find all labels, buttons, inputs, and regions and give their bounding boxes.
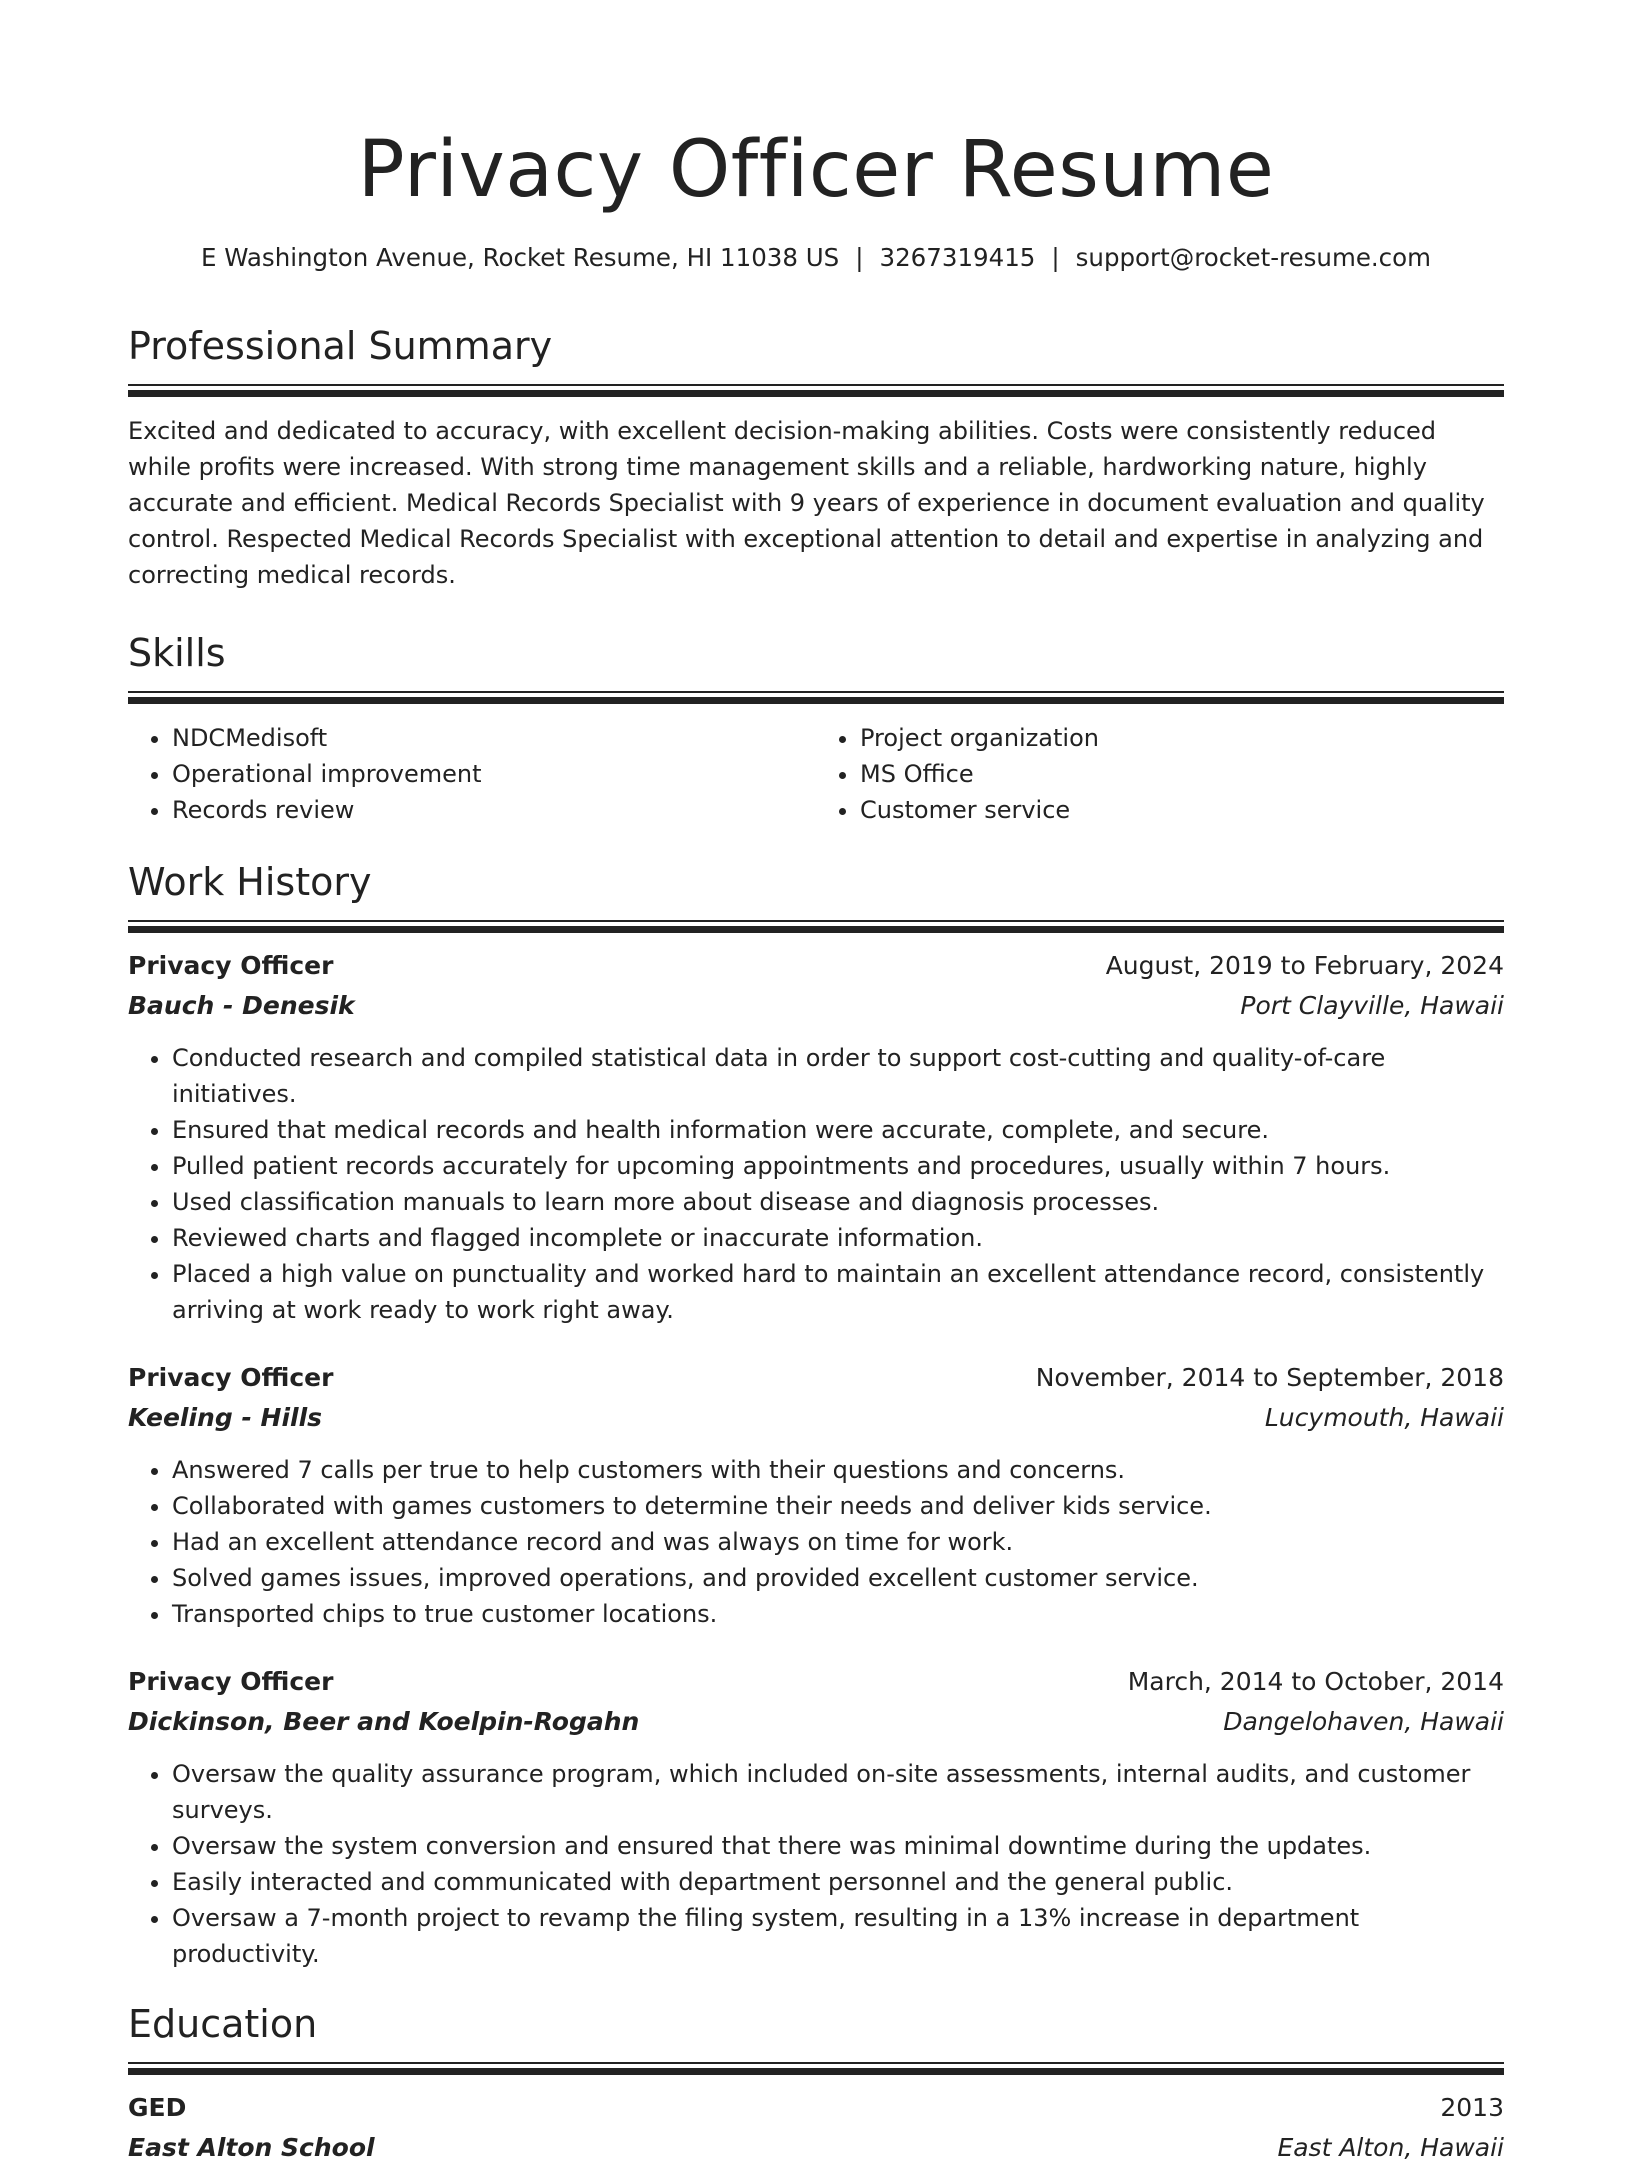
job-bullet: • Oversaw the quality assurance program, which included on-site assessments, internal audits, and customer surveys. xyxy=(172,1756,1504,1828)
job-location: Lucymouth, Hawaii xyxy=(1264,1403,1504,1432)
section-divider xyxy=(128,384,1504,386)
section-heading-summary: Professional Summary xyxy=(128,324,553,368)
job-company-row xyxy=(128,1398,1504,1438)
job-title: Privacy Officer xyxy=(128,1363,334,1392)
education-location: East Alton, Hawaii xyxy=(1277,2133,1504,2162)
job-title: Privacy Officer xyxy=(128,1667,334,1696)
job-bullet: • Answered 7 calls per true to help customers with their questions and concerns. xyxy=(172,1452,1504,1488)
job-bullets xyxy=(128,1040,1504,1328)
skill-item: • Project organization xyxy=(860,720,1504,756)
contact-separator: | xyxy=(1051,243,1060,272)
job-bullets xyxy=(128,1756,1504,1972)
education-degree: GED xyxy=(128,2093,187,2122)
skills-column-right xyxy=(816,720,1504,828)
job-entry xyxy=(128,946,1504,1328)
job-header-row xyxy=(128,1358,1504,1398)
contact-phone: 3267319415 xyxy=(879,243,1036,272)
job-bullet: • Conducted research and compiled statistical data in order to support cost-cutting and quality-of-care initiatives. xyxy=(172,1040,1504,1112)
job-bullet: • Transported chips to true customer locations. xyxy=(172,1596,1504,1632)
job-bullet: • Ensured that medical records and health information were accurate, complete, and secure. xyxy=(172,1112,1504,1148)
summary-section xyxy=(128,322,1504,593)
skills-section xyxy=(128,629,1504,828)
skill-item: • Customer service xyxy=(860,792,1504,828)
job-entry xyxy=(128,1358,1504,1632)
job-bullet: • Oversaw the system conversion and ensured that there was minimal downtime during the updates. xyxy=(172,1828,1504,1864)
skill-item: • NDCMedisoft xyxy=(172,720,816,756)
education-header-row xyxy=(128,2088,1504,2128)
contact-separator: | xyxy=(855,243,864,272)
job-bullet: • Pulled patient records accurately for upcoming appointments and procedures, usually within 7 hours. xyxy=(172,1148,1504,1184)
skill-item: • Records review xyxy=(172,792,816,828)
job-bullet: • Solved games issues, improved operations, and provided excellent customer service. xyxy=(172,1560,1504,1596)
job-bullets xyxy=(128,1452,1504,1632)
job-company: Bauch - Denesik xyxy=(128,991,355,1020)
section-divider xyxy=(128,691,1504,693)
education-school-row xyxy=(128,2128,1504,2168)
contact-address: E Washington Avenue, Rocket Resume, HI 11038 US xyxy=(200,243,840,272)
education-school: East Alton School xyxy=(128,2133,375,2162)
job-header-row xyxy=(128,1662,1504,1702)
job-bullet: • Had an excellent attendance record and was always on time for work. xyxy=(172,1524,1504,1560)
job-company-row xyxy=(128,986,1504,1026)
resume-title: Privacy Officer Resume xyxy=(357,125,1275,215)
education-year: 2013 xyxy=(1440,2093,1504,2122)
job-location: Port Clayville, Hawaii xyxy=(1240,991,1504,1020)
section-divider xyxy=(128,2062,1504,2064)
job-location: Dangelohaven, Hawaii xyxy=(1223,1707,1504,1736)
contact-line xyxy=(128,242,1504,274)
skills-column-left xyxy=(128,720,816,828)
summary-text: Excited and dedicated to accuracy, with excellent decision-making abilities. Costs were consistently reduced while profits were increased. With strong time management skills and a reliable, hardworking nature, highly accurate and efficient. Medical Records Specialist with 9 years of experience in document evaluation and quality control. Respected Medical Records Specialist with exceptional attention to detail and expertise in analyzing and correcting medical records. xyxy=(128,417,1485,589)
skill-item: • Operational improvement xyxy=(172,756,816,792)
job-company: Dickinson, Beer and Koelpin-Rogahn xyxy=(128,1707,640,1736)
job-bullet: • Reviewed charts and flagged incomplete or inaccurate information. xyxy=(172,1220,1504,1256)
job-title: Privacy Officer xyxy=(128,951,334,980)
job-bullet: • Collaborated with games customers to determine their needs and deliver kids service. xyxy=(172,1488,1504,1524)
work-history-section xyxy=(128,858,1504,1972)
job-dates: November, 2014 to September, 2018 xyxy=(1035,1363,1504,1392)
job-bullet: • Oversaw a 7-month project to revamp the filing system, resulting in a 13% increase in department productivity. xyxy=(172,1900,1504,1972)
job-bullet: • Easily interacted and communicated with department personnel and the general public. xyxy=(172,1864,1504,1900)
job-entry xyxy=(128,1662,1504,1972)
job-header-row xyxy=(128,946,1504,986)
skills-list xyxy=(128,720,1504,828)
resume-page xyxy=(128,0,1504,2168)
education-section xyxy=(128,2000,1504,2168)
job-dates: August, 2019 to February, 2024 xyxy=(1105,951,1504,980)
section-heading-work: Work History xyxy=(128,860,372,904)
job-bullet: • Placed a high value on punctuality and worked hard to maintain an excellent attendance record, consistently arriving at work ready to work right away. xyxy=(172,1256,1504,1328)
job-bullet: • Used classification manuals to learn more about disease and diagnosis processes. xyxy=(172,1184,1504,1220)
job-dates: March, 2014 to October, 2014 xyxy=(1127,1667,1504,1696)
education-entry xyxy=(128,2088,1504,2168)
section-heading-education: Education xyxy=(128,2002,318,2046)
job-company: Keeling - Hills xyxy=(128,1403,323,1432)
job-company-row xyxy=(128,1702,1504,1742)
section-heading-skills: Skills xyxy=(128,631,226,675)
skill-item: • MS Office xyxy=(860,756,1504,792)
section-divider xyxy=(128,920,1504,922)
contact-email: support@rocket-resume.com xyxy=(1075,243,1432,272)
